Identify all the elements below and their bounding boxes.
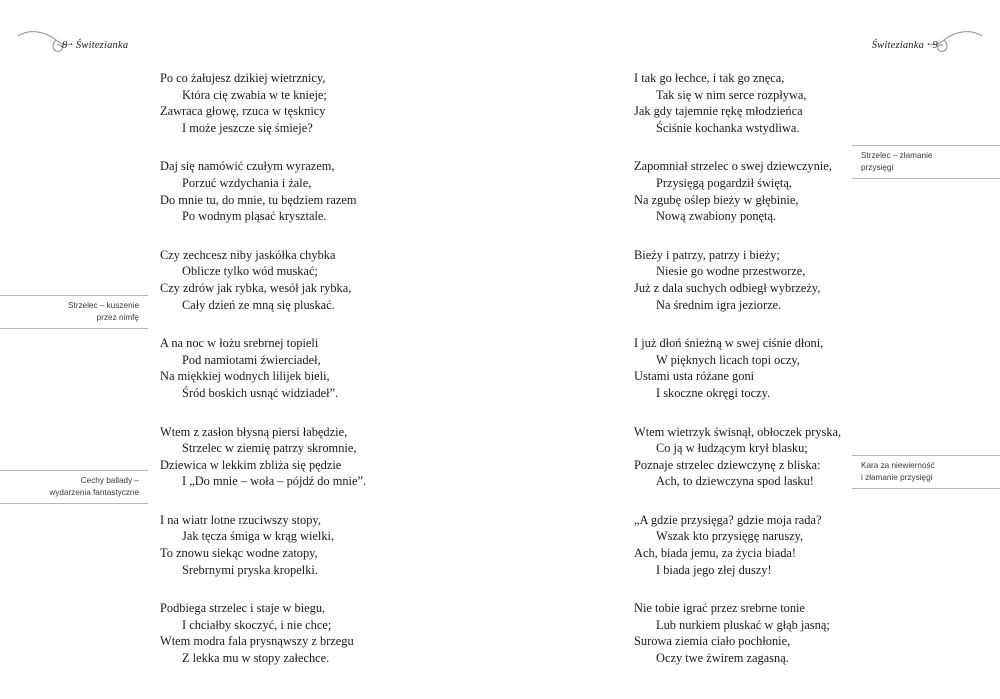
verse-line: Daj się namówić czułym wyrazem,	[160, 159, 335, 174]
verse-line: Która cię zwabia w te knieje;	[182, 87, 327, 102]
verse-line: Porzuć wzdychania i żale,	[182, 175, 312, 190]
verse-line: Surowa ziemia ciało pochłonie,	[634, 634, 791, 649]
running-head-left	[62, 40, 128, 51]
margin-note-kuszenie	[0, 295, 148, 329]
margin-note-cechy-ballady	[0, 470, 148, 504]
verse-line: Srebrnymi pryska kropelki.	[182, 562, 318, 577]
verse-line: Ustami usta różane goni	[634, 369, 755, 384]
stanza	[634, 512, 964, 578]
verse-line: A na noc w łożu srebrnej topieli	[160, 336, 319, 351]
verse-line: Na średnim igra jeziorze.	[656, 297, 782, 312]
verse-line: Dziewica w lekkim zbliża się pędzie	[160, 457, 342, 472]
verse-line: Bieży i patrzy, patrzy i bieży;	[634, 247, 780, 262]
verse-line: Strzelec w ziemię patrzy skromnie,	[182, 441, 357, 456]
stanza	[160, 424, 490, 490]
stanza	[634, 70, 964, 136]
verse-line: I chciałby skoczyć, i nie chce;	[182, 617, 332, 632]
verse-line: To znowu siekąc wodne zatopy,	[160, 546, 318, 561]
margin-note-line: wydarzenia fantastyczne	[49, 487, 139, 497]
stanza	[160, 512, 490, 578]
verse-line: Tak się w nim serce rozpływa,	[656, 87, 807, 102]
verse-line: I skoczne okręgi toczy.	[656, 385, 771, 400]
margin-note-zlamanie-przysiegi	[852, 145, 1000, 179]
verse-line: Do mnie tu, do mnie, tu będziem razem	[160, 192, 357, 207]
verse-line: Oblicze tylko wód muskać;	[182, 264, 318, 279]
verse-line: Pod namiotami źwierciadeł,	[182, 352, 321, 367]
stanza	[160, 600, 490, 666]
verse-line: „A gdzie przysięga? gdzie moja rada?	[634, 512, 822, 527]
running-head-right-text: Świtezianka · 9	[871, 40, 938, 51]
verse-line: Ach, to dziewczyna spod lasku!	[656, 474, 814, 489]
verse-line: Po wodnym pląsać krysztale.	[182, 209, 327, 224]
verse-line: Ściśnie kochanka wstydliwa.	[656, 120, 800, 135]
running-head-left-text: 8 · Świtezianka	[62, 40, 129, 51]
verse-line: Co ją w łudzącym krył blasku;	[656, 441, 808, 456]
left-page-text-column	[160, 70, 490, 689]
margin-note-line: Cechy ballady –	[80, 476, 139, 485]
verse-line: Poznaje strzelec dziewczynę z bliska:	[634, 457, 821, 472]
margin-note-line: przysięgi	[861, 162, 894, 172]
verse-line: Podbiega strzelec i staje w biegu,	[160, 601, 326, 616]
verse-line: Czy zdrów jak rybka, wesół jak rybka,	[160, 280, 352, 295]
margin-note-kara	[852, 455, 1000, 489]
stanza	[634, 335, 964, 401]
verse-line: Przysięgą pogardził świętą,	[656, 175, 792, 190]
verse-line: I tak go łechce, i tak go znęca,	[634, 71, 785, 85]
verse-line: Wszak kto przysięgę naruszy,	[656, 529, 804, 544]
verse-line: Zapomniał strzelec o swej dziewczynie,	[634, 159, 832, 174]
verse-line: Nie tobie igrać przez srebrne tonie	[634, 601, 805, 616]
verse-line: I może jeszcze się śmieje?	[182, 120, 313, 135]
verse-line: Wtem wietrzyk świsnął, obłoczek pryska,	[634, 424, 842, 439]
verse-line: I na wiatr lotne rzuciwszy stopy,	[160, 512, 321, 527]
verse-line: Nową zwabiony ponętą.	[656, 209, 777, 224]
verse-line: Ach, biada jemu, za życia biada!	[634, 546, 797, 561]
verse-line: I już dłoń śnieżną w swej ciśnie dłoni,	[634, 336, 824, 351]
margin-note-line: przez nimfę	[96, 312, 139, 322]
verse-line: Zawraca głowę, rzuca w tęsknicy	[160, 104, 326, 119]
verse-line: Po co żałujesz dzikiej wietrznicy,	[160, 71, 326, 85]
stanza	[160, 335, 490, 401]
margin-note-line: i złamanie przysięgi	[861, 472, 933, 482]
verse-line: Wtem z zasłon błysną piersi łabędzie,	[160, 424, 348, 439]
verse-line: Jak tęcza śmiga w krąg wielki,	[182, 529, 335, 544]
verse-line: Cały dzień ze mną się pluskać.	[182, 297, 335, 312]
stanza	[634, 247, 964, 313]
margin-note-line: Kara za niewierność	[861, 461, 935, 470]
verse-line: I biada jego złej duszy!	[656, 562, 772, 577]
verse-line: W pięknych licach topi oczy,	[656, 352, 800, 367]
running-head-right	[872, 40, 938, 51]
verse-line: Śród boskich usnąć widziadeł”.	[182, 385, 339, 400]
verse-line: Oczy twe żwirem zagasną.	[656, 651, 789, 666]
stanza	[634, 600, 964, 666]
stanza	[160, 158, 490, 224]
stanza	[160, 247, 490, 313]
verse-line: Na zgubę oślep bieży w głębinie,	[634, 192, 799, 207]
verse-line: Niesie go wodne przestworze,	[656, 264, 806, 279]
verse-line: I „Do mnie – woła – pójdź do mnie”.	[182, 474, 367, 489]
verse-line: Jak gdy tajemnie rękę młodzieńca	[634, 104, 803, 119]
verse-line: Już z dala suchych odbiegł wybrzeży,	[634, 280, 821, 295]
stanza	[160, 70, 490, 136]
verse-line: Wtem modra fala prysnąwszy z brzegu	[160, 634, 354, 649]
margin-note-line: Strzelec – złamanie	[861, 151, 933, 160]
margin-note-line: Strzelec – kuszenie	[68, 301, 139, 310]
verse-line: Czy zechcesz niby jaskółka chybka	[160, 247, 336, 262]
verse-line: Z lekka mu w stopy załechce.	[182, 651, 330, 666]
verse-line: Lub nurkiem pluskać w głąb jasną;	[656, 617, 830, 632]
verse-line: Na miękkiej wodnych lilijek bieli,	[160, 369, 330, 384]
